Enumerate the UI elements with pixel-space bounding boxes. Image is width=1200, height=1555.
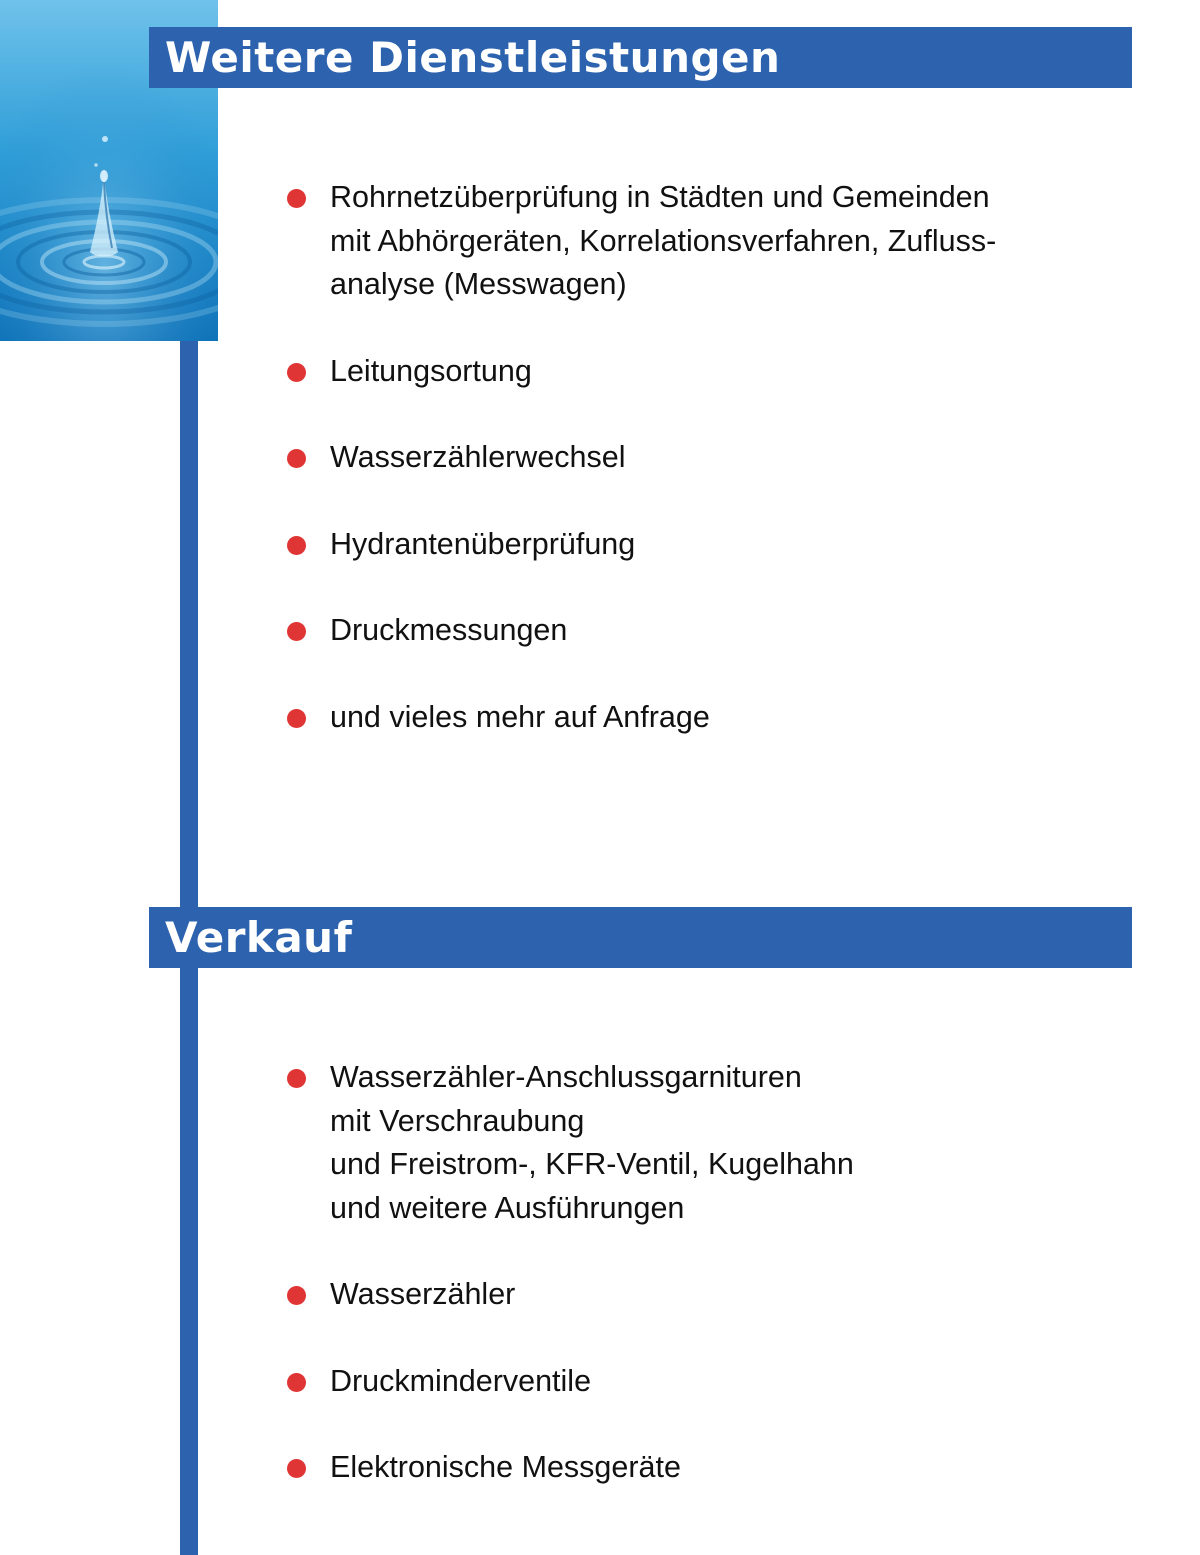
red-dot-bullet-icon <box>287 1459 306 1478</box>
red-dot-bullet-icon <box>287 622 306 641</box>
list-item-text: Leitungsortung <box>330 353 532 388</box>
list-item <box>286 176 1132 307</box>
list-item <box>286 523 1132 567</box>
red-dot-bullet-icon <box>287 189 306 208</box>
list-item-text: Hydrantenüberprüfung <box>330 526 636 561</box>
list-item <box>286 1446 1132 1490</box>
list-item <box>286 350 1132 394</box>
red-dot-bullet-icon <box>287 449 306 468</box>
list-item <box>286 696 1132 740</box>
list-item-text: Elektronische Messgeräte <box>330 1450 681 1484</box>
red-dot-bullet-icon <box>287 1373 306 1392</box>
red-dot-bullet-icon <box>287 1286 306 1305</box>
list-item-text: Wasserzähler-Anschlussgarnituren mit Verschraubung und Freistrom-, KFR-Ventil, Kugelhahn und weitere Ausführungen <box>330 1060 854 1225</box>
list-item <box>286 609 1132 653</box>
list-item-text: Druckminderventile <box>330 1363 592 1398</box>
list-item <box>286 1360 1132 1404</box>
red-dot-bullet-icon <box>287 363 306 382</box>
list-item <box>286 1056 1132 1230</box>
list-item-text: Rohrnetzüberprüfung in Städten und Gemeinden mit Abhörgeräten, Korrelationsverfahren, Zufluss- analyse (Messwagen) <box>330 180 997 301</box>
sales-list <box>286 1056 1132 1533</box>
section-title-sales: Verkauf <box>149 907 1132 968</box>
services-list <box>286 176 1132 782</box>
red-dot-bullet-icon <box>287 1069 306 1088</box>
list-item-text: Wasserzähler <box>330 1277 516 1311</box>
list-item-text: und vieles mehr auf Anfrage <box>330 699 710 734</box>
red-dot-bullet-icon <box>287 709 306 728</box>
list-item <box>286 436 1132 480</box>
list-item-text: Wasserzählerwechsel <box>330 440 626 474</box>
section-title-services: Weitere Dienstleistungen <box>149 27 1132 88</box>
list-item <box>286 1273 1132 1317</box>
red-dot-bullet-icon <box>287 536 306 555</box>
list-item-text: Druckmessungen <box>330 613 568 647</box>
